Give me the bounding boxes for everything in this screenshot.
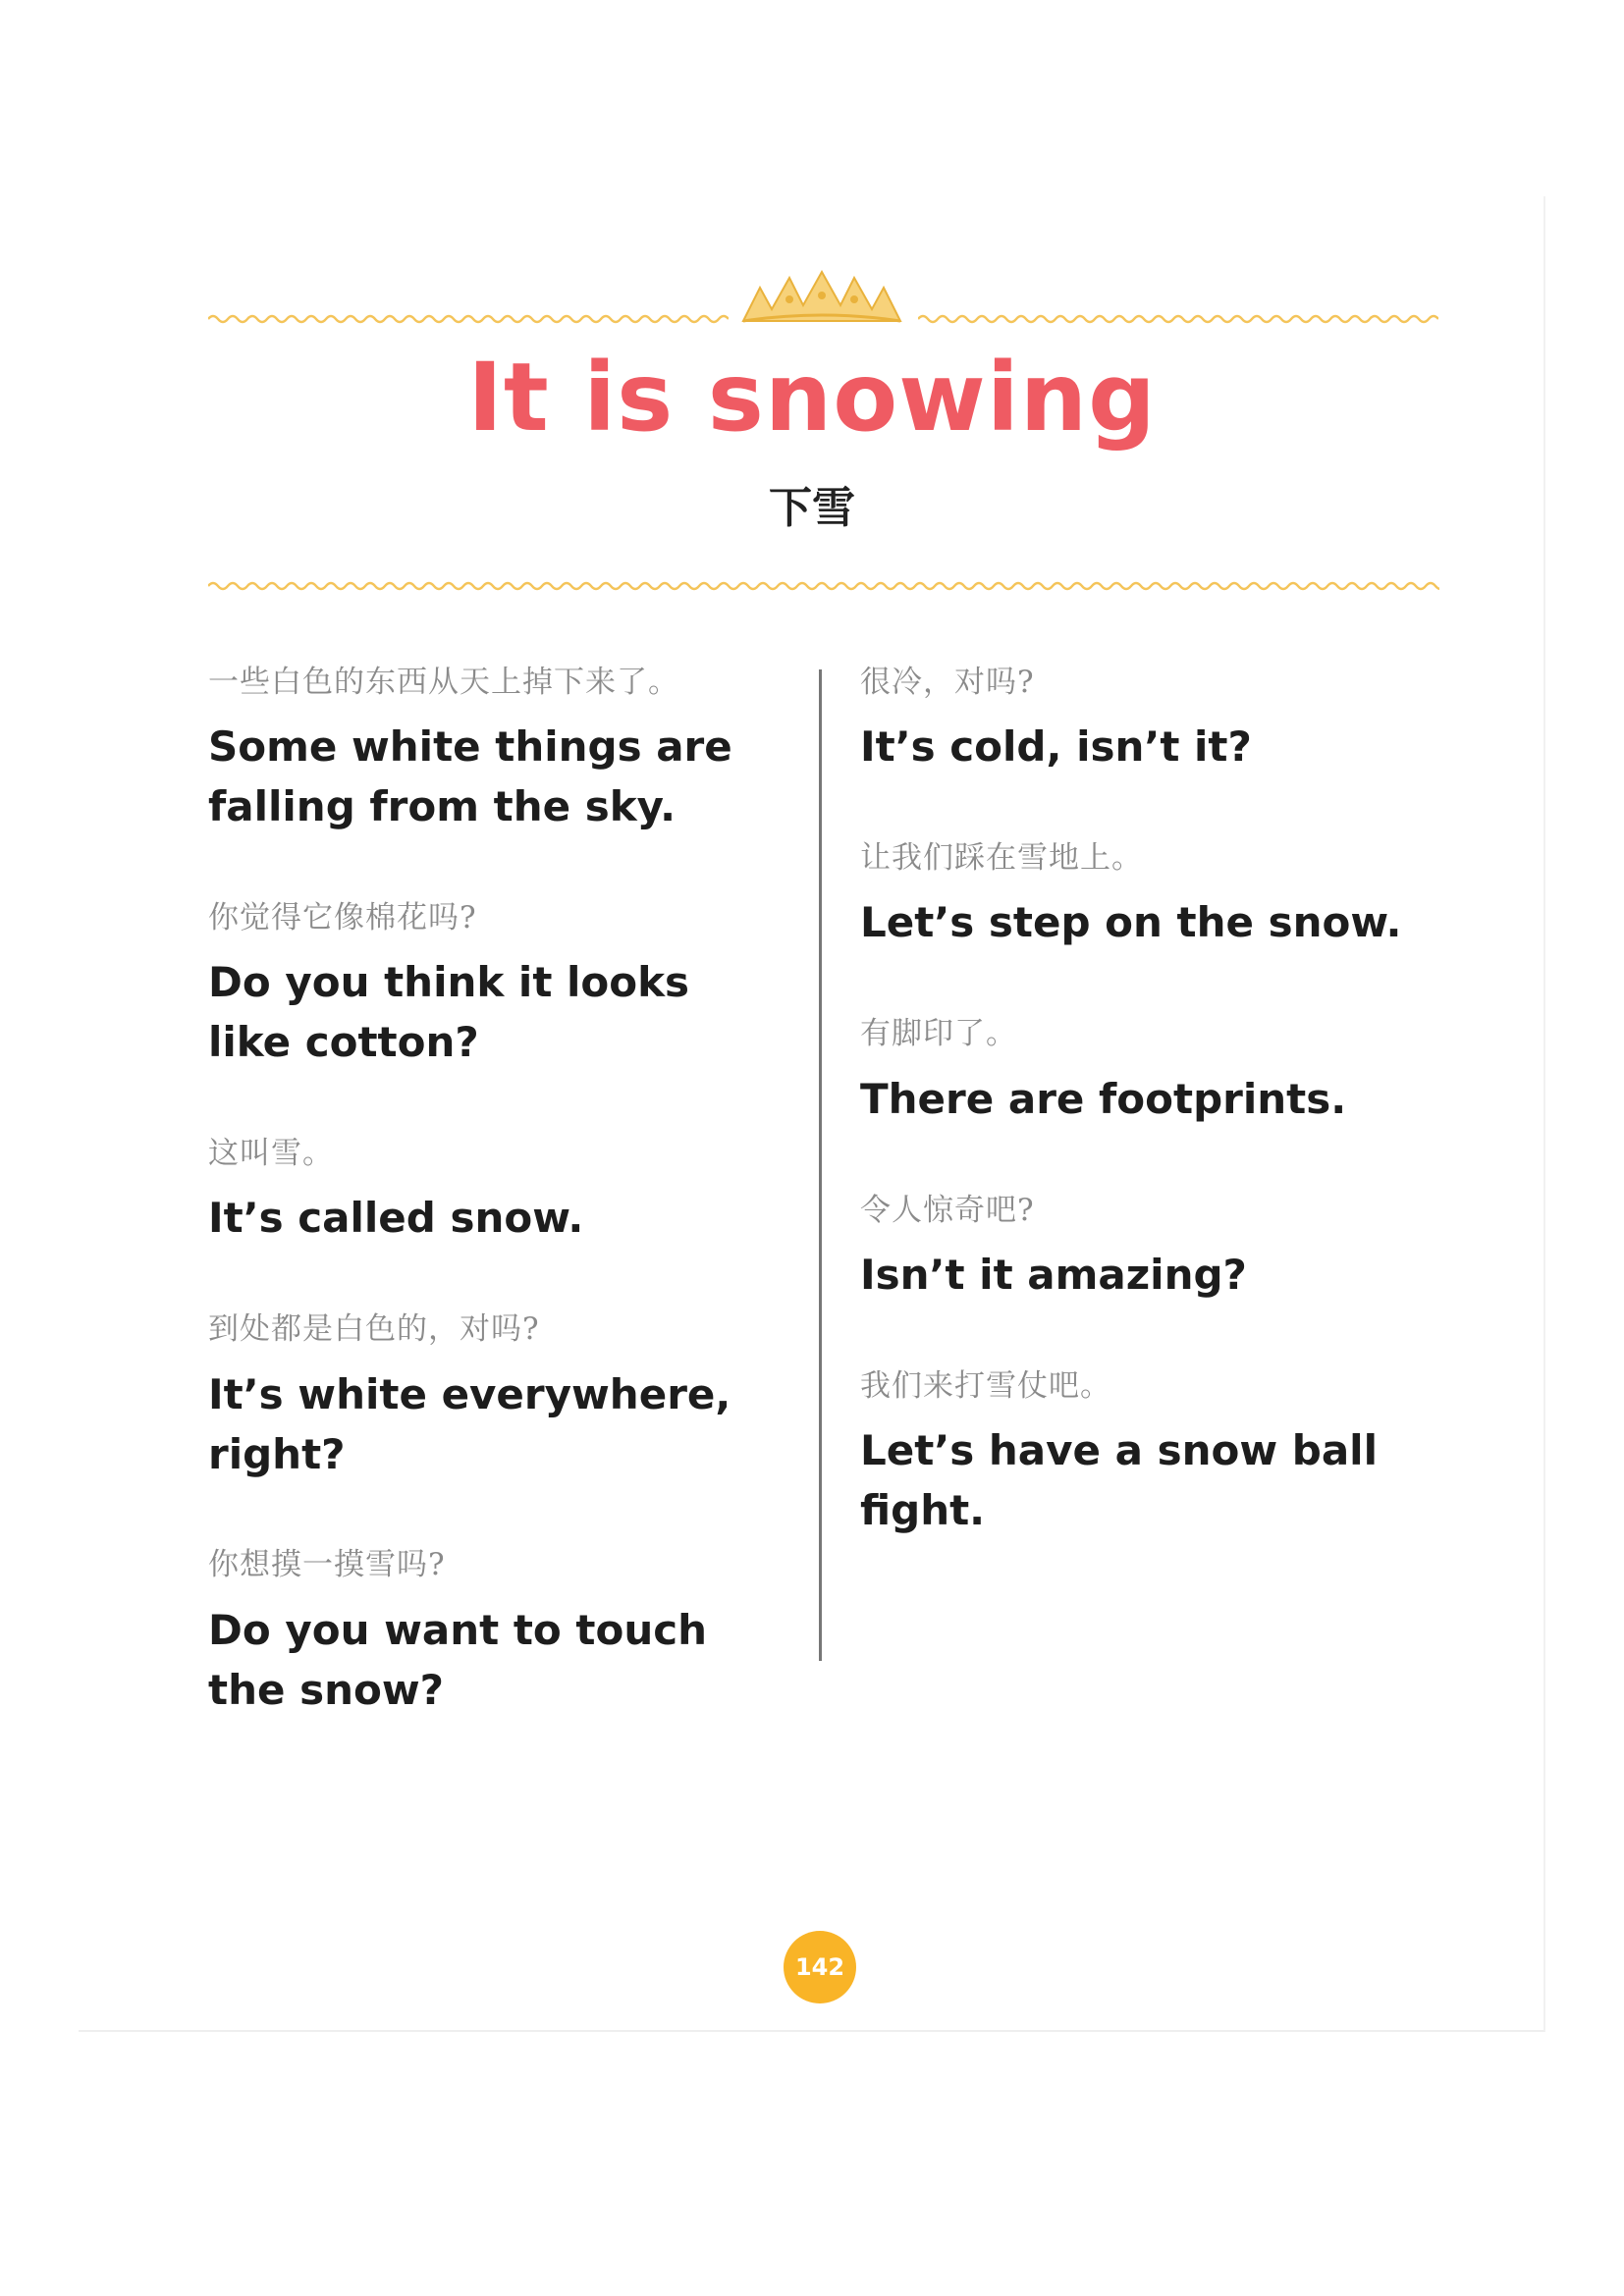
left-column [208,663,758,1782]
right-column [860,663,1469,1602]
chinese-text: 你觉得它像棉花吗? [208,900,477,936]
english-text: Let’s have a snow ball fight. [860,1426,1378,1534]
english-text: There are footprints. [860,1074,1347,1123]
column-divider [819,669,822,1661]
crown-ornament-icon [738,270,905,329]
phrase-entry [208,1134,758,1249]
english-text: Do you want to touch the snow? [208,1605,708,1714]
page-title: It is snowing [467,343,1157,453]
bottom-wavy-line [208,579,1439,593]
chinese-text: 这叫雪。 [208,1136,334,1172]
chinese-text: 很冷，对吗? [860,665,1035,700]
chinese-text: 我们来打雪仗吧。 [860,1367,1111,1404]
phrase-entry [860,1366,1469,1541]
english-text: Some white things are falling from the sky. [208,722,732,831]
page-number-badge: 142 [784,1931,856,2003]
chinese-text: 令人惊奇吧? [860,1192,1035,1228]
phrase-entry [860,1191,1469,1306]
english-text: It’s white everywhere, right? [208,1369,731,1478]
chinese-text: 你想摸一摸雪吗? [208,1547,446,1583]
english-text: Let’s step on the snow. [860,898,1402,947]
phrase-entry [208,663,758,837]
chinese-text: 到处都是白色的，对吗? [208,1311,540,1348]
page-subtitle: 下雪 [769,483,855,533]
english-text: It’s called snow. [208,1194,584,1243]
phrase-entry [208,898,758,1073]
chinese-text: 一些白色的东西从天上掉下来了。 [208,665,679,700]
chinese-text: 让我们踩在雪地上。 [860,840,1143,877]
phrase-entry [860,838,1469,953]
top-wavy-line-left [208,312,729,326]
phrase-entry [860,1014,1469,1129]
english-text: Isn’t it amazing? [860,1250,1247,1299]
english-text: Do you think it looks like cotton? [208,958,690,1067]
phrase-entry [208,1545,758,1720]
chinese-text: 有脚印了。 [860,1016,1017,1052]
phrase-entry [208,1309,758,1484]
top-wavy-line-right [918,312,1438,326]
english-text: It’s cold, isn’t it? [860,722,1252,772]
phrase-entry [860,663,1469,777]
